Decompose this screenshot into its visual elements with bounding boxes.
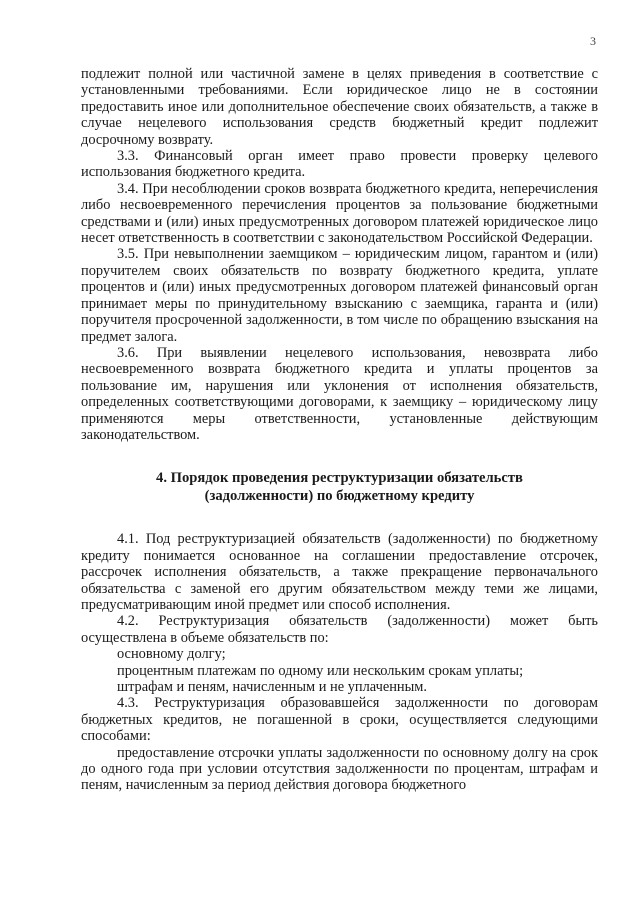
section-heading bbox=[81, 469, 598, 505]
paragraph-4-3: 4.3. Реструктуризация образовавшейся задолженности по договорам бюджетных кредитов, не погашенной в сроки, осуществляется следующими способами: bbox=[81, 695, 598, 745]
page-number: 3 bbox=[590, 34, 596, 48]
paragraph-3-5: 3.5. При невыполнении заемщиком – юридическим лицом, гарантом и (или) поручителем своих обязательств по возврату бюджетного кредита, уплате процентов и (или) иных предусмотренных договором платежей финансовый орган принимает меры по принудительному взысканию с заемщика, гаранта и (или) поручителя просроченной задолженности, в том числе по обращению взыскания на предмет залога. bbox=[81, 246, 598, 345]
paragraph-3-6: 3.6. При выявлении нецелевого использования, невозврата либо несвоевременного возврата бюджетного кредита и уплаты процентов за пользование им, нарушения или уклонения от исполнения обязательств, определенных соответствующими договорами, к заемщику – юридическому лицу применяются меры ответственности, установленные действующим законодательством. bbox=[81, 344, 598, 443]
paragraph-4-1: 4.1. Под реструктуризацией обязательств (задолженности) по бюджетному кредиту понимается основанное на соглашении предоставление отсрочек, рассрочек исполнения обязательств, а также прекращение первоначального обязательства с заменой его другим обязательством между теми же лицами, предусматривающим иной предмет или способ исполнения. bbox=[81, 531, 598, 613]
paragraph-3-4: 3.4. При несоблюдении сроков возврата бюджетного кредита, неперечисления либо несвоевременного перечисления процентов за пользование бюджетными средствами и (или) иных предусмотренных договором платежей юридическое лицо несет ответственность в соответствии с законодательством Российской Федерации. bbox=[81, 180, 598, 247]
list-item: штрафам и пеням, начисленным и не уплаченным. bbox=[117, 679, 428, 695]
paragraph-4-3-item: предоставление отсрочки уплаты задолженности по основному долгу на срок до одного года при условии отсутствия задолженности по процентам, штрафам и пеням, начисленным за период действия договора бюджетного bbox=[81, 744, 598, 794]
section-heading-line-1: 4. Порядок проведения реструктуризации обязательств bbox=[156, 470, 523, 487]
paragraph-4-2: 4.2. Реструктуризация обязательств (задолженности) может быть осуществлена в объеме обязательств по: bbox=[81, 613, 598, 646]
list-item: основному долгу; bbox=[117, 646, 226, 663]
document-body bbox=[81, 66, 598, 794]
paragraph-3-3: 3.3. Финансовый орган имеет право провести проверку целевого использования бюджетного кредита. bbox=[81, 148, 598, 181]
paragraph-continuation: подлежит полной или частичной замене в целях приведения в соответствие с установленными требованиями. Если юридическое лицо не в состоянии предоставить иное или дополнительное обеспечение своих обязательств, а также в случае нецелевого использования средств бюджетный кредит подлежит досрочному возврату. bbox=[81, 66, 598, 148]
section-heading-line-2: (задолженности) по бюджетному кредиту bbox=[204, 488, 475, 505]
list-item: процентным платежам по одному или нескольким срокам уплаты; bbox=[117, 662, 524, 679]
